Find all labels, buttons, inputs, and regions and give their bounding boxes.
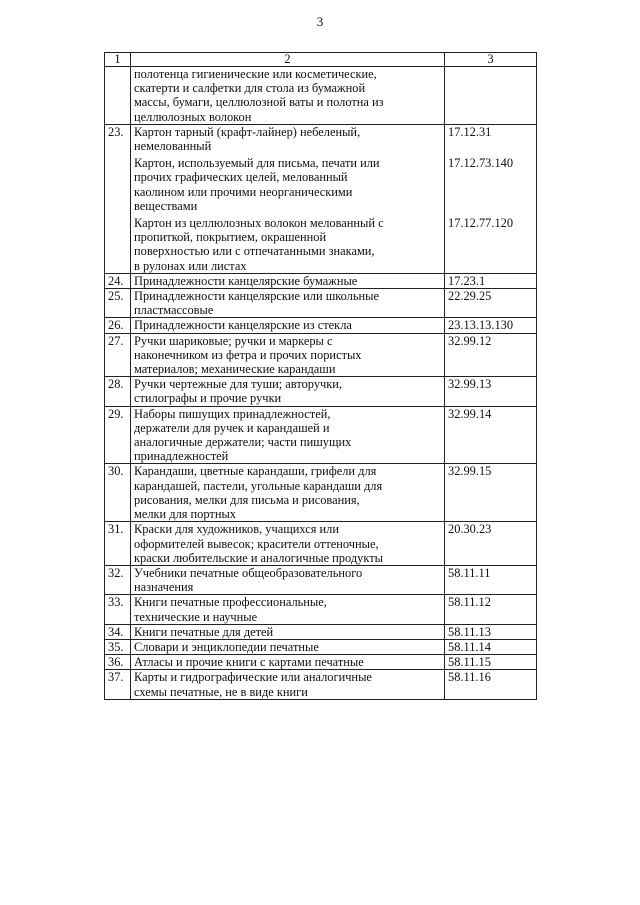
product-description: [131, 624, 445, 639]
table-header-row: [105, 53, 537, 67]
product-code-cell: [445, 273, 537, 288]
product-codes-table: [104, 52, 537, 700]
product-code-cell: [445, 464, 537, 522]
product-code-cell: [445, 595, 537, 624]
description-line: пропиткой, покрытием, окрашенной: [134, 230, 327, 245]
description-line: технические и научные: [134, 609, 258, 624]
product-description: [131, 333, 445, 377]
description-line: массы, бумаги, целлюлозной ваты и полотна из: [134, 95, 384, 110]
row-number: 31.: [105, 522, 131, 566]
column-header-2: 2: [131, 53, 445, 67]
table-row: [105, 565, 537, 594]
product-description: [131, 670, 445, 699]
table-row: [105, 318, 537, 333]
description-line: схемы печатные, не в виде книги: [134, 684, 308, 699]
row-number: [105, 67, 131, 125]
row-number: 23.: [105, 124, 131, 273]
product-code-cell: [445, 333, 537, 377]
row-number: 30.: [105, 464, 131, 522]
description-line: Наборы пишущих принадлежностей,: [134, 406, 331, 421]
row-number: 37.: [105, 670, 131, 699]
description-line: Атласы и прочие книги с картами печатные: [134, 655, 364, 670]
row-number: 25.: [105, 289, 131, 318]
product-code-cell: [445, 67, 537, 125]
product-code: 58.11.11: [448, 565, 491, 580]
row-number: 26.: [105, 318, 131, 333]
product-description: [131, 273, 445, 288]
product-code: 17.23.1: [448, 273, 486, 288]
page-number: 3: [316, 14, 324, 29]
product-description: [131, 639, 445, 654]
description-line: Принадлежности канцелярские бумажные: [134, 273, 358, 288]
description-line: материалов; механические карандаши: [134, 362, 336, 377]
table-row: [105, 639, 537, 654]
product-description: [131, 67, 445, 125]
product-code: 32.99.12: [448, 333, 492, 348]
description-line: Ручки шариковые; ручки и маркеры с: [134, 333, 333, 348]
product-code: 58.11.14: [448, 639, 491, 654]
description-line: Краски для художников, учащихся или: [134, 522, 339, 537]
description-line: держатели для ручек и карандашей и: [134, 420, 330, 435]
description-line: в рулонах или листах: [134, 258, 247, 273]
table-row: [105, 522, 537, 566]
description-line: полотенца гигиенические или косметические,: [134, 67, 377, 81]
product-description: [131, 124, 445, 273]
description-line: принадлежностей: [134, 449, 229, 464]
product-code-cell: [445, 565, 537, 594]
table-row: [105, 595, 537, 624]
row-number: 35.: [105, 639, 131, 654]
product-code: 22.29.25: [448, 289, 492, 304]
row-number: 28.: [105, 377, 131, 406]
product-description: [131, 318, 445, 333]
product-code-cell: [445, 522, 537, 566]
product-description: [131, 289, 445, 318]
description-line: немелованный: [134, 139, 212, 154]
product-code-cell: [445, 655, 537, 670]
description-line: Принадлежности канцелярские или школьные: [134, 289, 379, 304]
description-line: веществами: [134, 198, 198, 213]
product-code: 17.12.73.140: [448, 156, 514, 171]
description-line: Карандаши, цветные карандаши, грифели для: [134, 464, 377, 479]
description-line: скатерти и салфетки для стола из бумажной: [134, 81, 366, 96]
product-code-cell: [445, 377, 537, 406]
description-line: наконечником из фетра и прочих пористых: [134, 347, 362, 362]
product-code-cell: [445, 639, 537, 654]
description-line: карандашей, пастели, угольные карандаши для: [134, 478, 383, 493]
description-line: каолином или прочими неорганическими: [134, 184, 353, 199]
row-number: 27.: [105, 333, 131, 377]
description-line: Картон, используемый для письма, печати или: [134, 156, 380, 171]
product-description: [131, 377, 445, 406]
description-line: краски любительские и аналогичные продукты: [134, 550, 383, 565]
product-code: 17.12.77.120: [448, 216, 514, 231]
product-code-cell: [445, 406, 537, 464]
column-header-1: 1: [105, 53, 131, 67]
row-number: 29.: [105, 406, 131, 464]
product-code: 20.30.23: [448, 522, 492, 537]
product-description: [131, 406, 445, 464]
product-description: [131, 522, 445, 566]
description-line: Словари и энциклопедии печатные: [134, 639, 319, 654]
product-description: [131, 655, 445, 670]
product-code: 58.11.15: [448, 655, 491, 670]
table-row: [105, 333, 537, 377]
description-line: Ручки чертежные для туши; авторучки,: [134, 377, 342, 392]
description-line: рисования, мелки для письма и рисования,: [134, 492, 360, 507]
product-code-cell: [445, 670, 537, 699]
row-number: 34.: [105, 624, 131, 639]
description-line: Картон тарный (крафт-лайнер) небеленый,: [134, 124, 361, 139]
product-code: 23.13.13.130: [448, 318, 514, 333]
product-code: 17.12.31: [448, 124, 492, 139]
column-header-3: 3: [445, 53, 537, 67]
product-description: [131, 595, 445, 624]
product-code: 32.99.13: [448, 377, 492, 392]
table-row: [105, 624, 537, 639]
description-line: аналогичные держатели; части пишущих: [134, 435, 352, 450]
description-line: Карты и гидрографические или аналогичные: [134, 670, 372, 685]
table-row: [105, 464, 537, 522]
table-row: [105, 655, 537, 670]
product-code: 58.11.13: [448, 624, 491, 639]
description-line: прочих графических целей, мелованный: [134, 170, 348, 185]
product-code-cell: [445, 289, 537, 318]
description-line: поверхностью или с отпечатанными знаками,: [134, 244, 375, 259]
product-code-cell: [445, 624, 537, 639]
product-code: 32.99.15: [448, 464, 492, 479]
product-code: 32.99.14: [448, 406, 492, 421]
product-code-cell: [445, 318, 537, 333]
table-row: [105, 670, 537, 699]
table-row: [105, 67, 537, 125]
table-row: [105, 377, 537, 406]
row-number: 32.: [105, 565, 131, 594]
description-line: Принадлежности канцелярские из стекла: [134, 318, 352, 333]
table-row: [105, 289, 537, 318]
description-line: Картон из целлюлозных волокон мелованный с: [134, 216, 384, 231]
description-line: стилографы и прочие ручки: [134, 391, 282, 406]
row-number: 33.: [105, 595, 131, 624]
description-line: Учебники печатные общеобразовательного: [134, 565, 363, 580]
table-body: [105, 67, 537, 700]
description-line: оформителей вывесок; красители оттеночные,: [134, 536, 379, 551]
table-row: [105, 124, 537, 273]
product-code: 58.11.12: [448, 595, 491, 610]
table-row: [105, 406, 537, 464]
table-row: [105, 273, 537, 288]
row-number: 36.: [105, 655, 131, 670]
description-line: Книги печатные профессиональные,: [134, 595, 327, 610]
row-number: 24.: [105, 273, 131, 288]
product-code: 58.11.16: [448, 670, 491, 685]
product-description: [131, 565, 445, 594]
product-description: [131, 464, 445, 522]
description-line: Книги печатные для детей: [134, 624, 274, 639]
product-code-cell: [445, 124, 537, 273]
description-line: целлюлозных волокон: [134, 109, 252, 124]
description-line: пластмассовые: [134, 303, 214, 318]
description-line: мелки для портных: [134, 507, 236, 522]
description-line: назначения: [134, 580, 194, 595]
